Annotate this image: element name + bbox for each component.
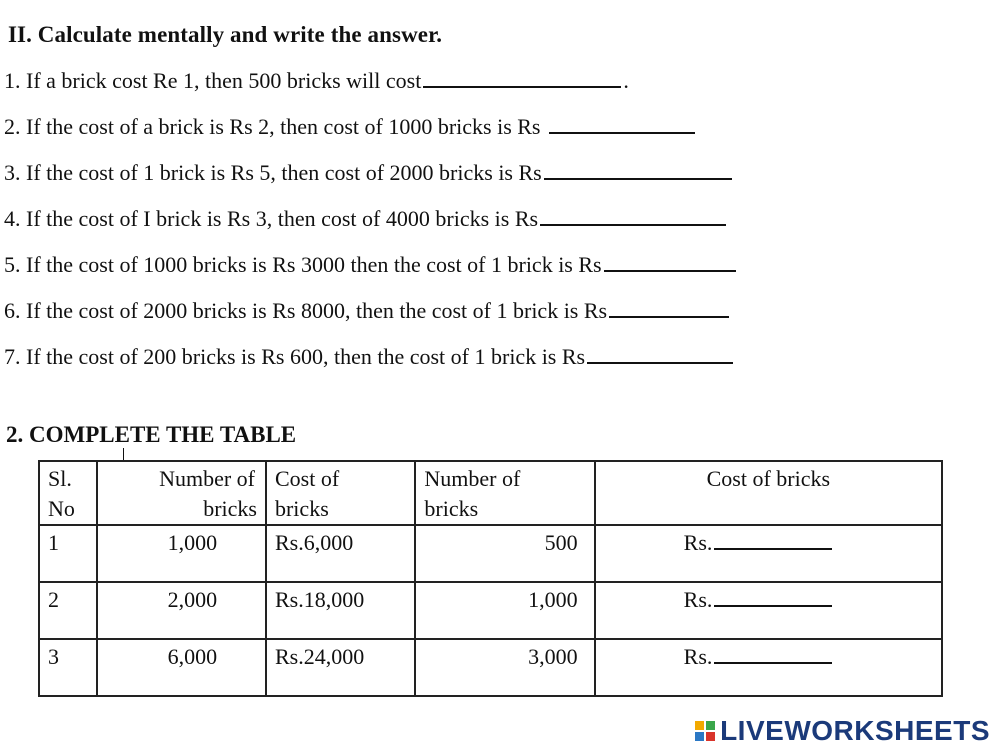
header-number-of-bricks-2	[415, 461, 594, 525]
header-text: bricks	[274, 496, 329, 521]
answer-prefix: Rs.	[683, 530, 713, 555]
question-text: 3. If the cost of 1 brick is Rs 5, then cost of 2000 bricks is Rs	[4, 160, 542, 185]
cell-number-of-bricks: 1,000	[97, 525, 266, 582]
table-row	[39, 582, 942, 639]
question-text: 6. If the cost of 2000 bricks is Rs 8000, then the cost of 1 brick is Rs	[4, 298, 608, 323]
header-text: bricks	[203, 496, 257, 521]
cell-answer	[595, 582, 942, 639]
table-row	[39, 525, 942, 582]
header-cost-of-bricks	[266, 461, 415, 525]
answer-blank[interactable]	[714, 530, 832, 550]
bricks-table	[38, 460, 943, 697]
cell-number-of-bricks: 2,000	[97, 582, 266, 639]
header-text: Number of	[424, 466, 521, 491]
table-title: 2. COMPLETE THE TABLE	[6, 422, 297, 447]
liveworksheets-logo-icon	[694, 720, 716, 742]
header-text: Cost of	[274, 466, 340, 491]
question-text: 7. If the cost of 200 bricks is Rs 600, then the cost of 1 brick is Rs	[4, 344, 586, 369]
question-text: 2. If the cost of a brick is Rs 2, then cost of 1000 bricks is Rs	[4, 114, 541, 139]
answer-blank[interactable]	[714, 644, 832, 664]
cell-sl: 1	[39, 525, 97, 582]
header-text: Sl.	[48, 466, 72, 491]
cell-cost: Rs.24,000	[266, 639, 415, 696]
table-row	[39, 639, 942, 696]
cell-number-of-bricks-2: 1,000	[415, 582, 594, 639]
cell-number-of-bricks-2: 3,000	[415, 639, 594, 696]
answer-blank[interactable]	[714, 587, 832, 607]
answer-blank[interactable]	[549, 114, 695, 134]
header-text: No	[48, 496, 75, 521]
section-title: II. Calculate mentally and write the answer.	[8, 22, 443, 47]
header-cost-of-bricks-2: Cost of bricks	[595, 461, 942, 525]
question-3	[4, 160, 732, 186]
answer-blank[interactable]	[609, 298, 729, 318]
cell-sl: 3	[39, 639, 97, 696]
question-6	[4, 298, 729, 324]
question-suffix: .	[623, 68, 629, 93]
answer-prefix: Rs.	[683, 587, 713, 612]
table-header-row	[39, 461, 942, 525]
cell-number-of-bricks-2: 500	[415, 525, 594, 582]
question-2	[4, 114, 695, 140]
question-text: 1. If a brick cost Re 1, then 500 bricks will cost	[4, 68, 422, 93]
header-sl-no	[39, 461, 97, 525]
cell-number-of-bricks: 6,000	[97, 639, 266, 696]
cell-answer	[595, 639, 942, 696]
question-1	[4, 68, 629, 94]
cell-cost: Rs.6,000	[266, 525, 415, 582]
cell-cost: Rs.18,000	[266, 582, 415, 639]
answer-blank[interactable]	[540, 206, 726, 226]
question-text: 4. If the cost of I brick is Rs 3, then cost of 4000 bricks is Rs	[4, 206, 539, 231]
liveworksheets-brand[interactable]	[694, 715, 990, 747]
question-7	[4, 344, 733, 370]
answer-blank[interactable]	[587, 344, 733, 364]
cell-sl: 2	[39, 582, 97, 639]
answer-blank[interactable]	[423, 68, 621, 88]
cell-answer	[595, 525, 942, 582]
question-5	[4, 252, 736, 278]
question-text: 5. If the cost of 1000 bricks is Rs 3000 then the cost of 1 brick is Rs	[4, 252, 602, 277]
header-text: Number of	[159, 466, 255, 491]
answer-blank[interactable]	[604, 252, 736, 272]
question-4	[4, 206, 726, 232]
answer-blank[interactable]	[544, 160, 732, 180]
header-number-of-bricks	[97, 461, 266, 525]
answer-prefix: Rs.	[683, 644, 713, 669]
brand-name: LIVEWORKSHEETS	[720, 715, 990, 746]
header-text: bricks	[424, 496, 479, 521]
